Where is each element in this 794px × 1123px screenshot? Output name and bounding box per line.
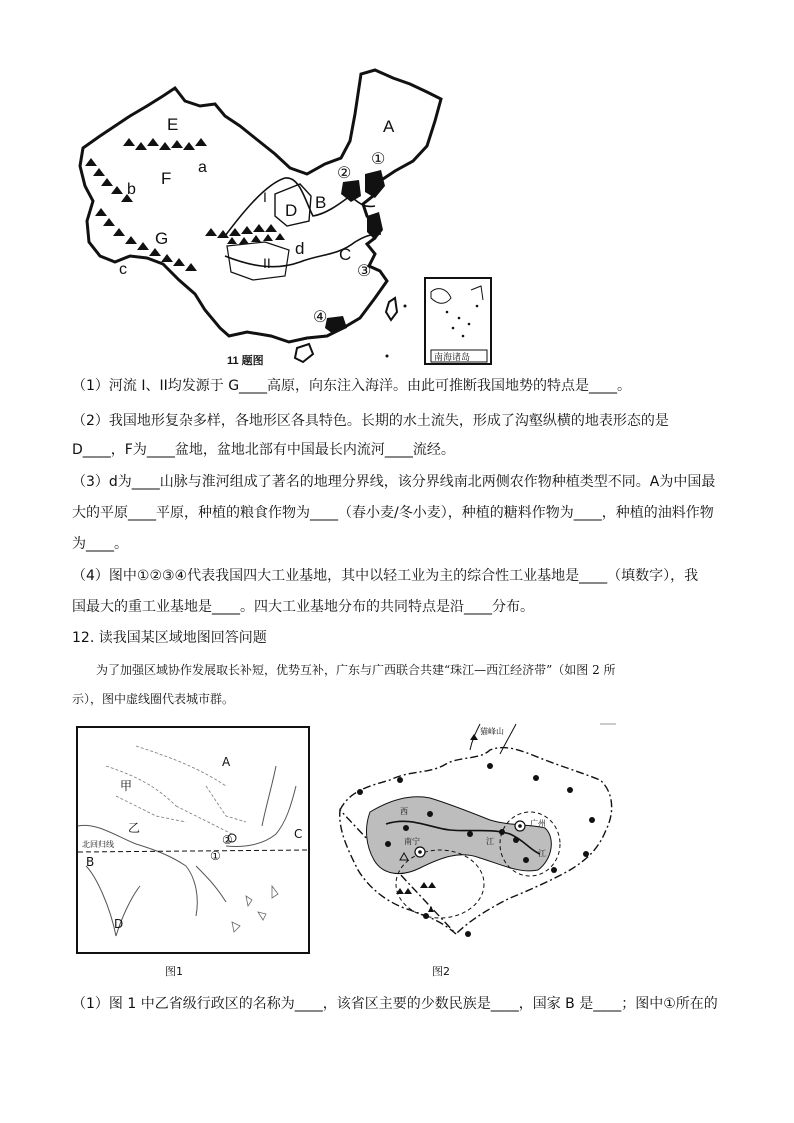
fig1-label-A: A <box>222 755 231 769</box>
fig1-label-jia: 甲 <box>120 779 133 793</box>
label-G: G <box>155 229 169 248</box>
fig1-label-B: B <box>86 855 95 869</box>
fig1-label-num2: ② <box>222 833 233 847</box>
fig2-label-peak: 猫峰山 <box>480 727 504 736</box>
q11-part2-line2: D____，F为____盆地，盆地北部有中国最长内流河____流经。 <box>72 442 455 458</box>
q11-part4-line2: 国最大的重工业基地是____。四大工业基地分布的共同特点是沿____分布。 <box>72 599 534 615</box>
q12-title: 12. 读我国某区域地图回答问题 <box>72 630 267 646</box>
fig1-label-yi: 乙 <box>128 821 141 835</box>
fig1-label-C: C <box>294 827 303 841</box>
label-b: b <box>127 181 136 198</box>
figure-1-map <box>76 726 310 954</box>
label-E: E <box>167 115 179 134</box>
q11-part3-line1: （3）d为____山脉与淮河组成了著名的地理分界线，该分界线南北两侧农作物种植类型不同。A为中国最 <box>72 474 716 490</box>
fig2-label-guangzhou: 广州 <box>530 819 546 828</box>
q12-intro-line2: 示），图中虚线圈代表城市群。 <box>72 692 235 706</box>
fig2-label-jiang1: 江 <box>486 837 494 846</box>
fig2-economic-belt <box>367 797 552 874</box>
q11-part1: （1）河流 I、II均发源于 G____高原，向东注入海洋。由此可推断我国地势的特点是____。 <box>72 378 632 394</box>
figure-2-map <box>330 720 620 960</box>
fig2-label-nanning: 南宁 <box>404 837 420 846</box>
inset-label: 南海诸岛 <box>434 353 471 363</box>
figure-2-caption: 图2 <box>432 965 450 978</box>
fig2-label-jiang2: 江 <box>538 849 546 858</box>
fig1-tropic-label: 北回归线 <box>82 840 114 849</box>
label-C: C <box>339 245 352 264</box>
label-F: F <box>161 169 172 188</box>
label-A: A <box>383 117 395 136</box>
label-II: II <box>263 255 271 271</box>
south-china-sea-inset <box>425 278 491 364</box>
china-outline <box>80 70 441 342</box>
figure-1-caption: 图1 <box>165 965 183 978</box>
q11-part2-line1: （2）我国地形复杂多样，各地形区各具特色。长期的水土流失，形成了沟壑纵横的地表形态的是 <box>72 413 669 429</box>
label-D: D <box>285 201 298 220</box>
taiwan-island <box>386 298 397 320</box>
label-c: c <box>119 261 127 278</box>
label-B: B <box>315 193 327 212</box>
figure-title-11: 11 题图 <box>227 355 264 367</box>
label-a: a <box>198 159 207 176</box>
label-num-4: ④ <box>313 309 328 326</box>
q12-part1: （1）图 1 中乙省级行政区的名称为____，该省区主要的少数民族是____，国家 B 是____；图中①所在的 <box>72 996 718 1012</box>
label-d: d <box>295 239 305 258</box>
q11-part3-line2: 大的平原____平原，种植的粮食作物为____（春小麦/冬小麦），种植的糖料作物为____，种植的油料作物 <box>72 505 714 521</box>
label-num-3: ③ <box>357 263 372 280</box>
q11-part3-line3: 为____。 <box>72 536 128 552</box>
fig1-label-num1: ① <box>210 849 221 863</box>
label-I: I <box>263 189 267 205</box>
q12-intro-line1: 为了加强区域协作发展取长补短，优势互补，广东与广西联合共建“珠江—西江经济带”（如图 2 所 <box>96 663 616 677</box>
fig2-label-xi: 西 <box>400 807 408 816</box>
label-num-2: ② <box>337 165 352 182</box>
hainan-island <box>295 344 313 362</box>
label-num-1: ① <box>371 151 386 168</box>
q11-part4-line1: （4）图中①②③④代表我国四大工业基地，其中以轻工业为主的综合性工业基地是____（填数字），我 <box>72 568 699 584</box>
fig1-label-D: D <box>114 917 124 931</box>
china-map-figure <box>75 66 495 370</box>
